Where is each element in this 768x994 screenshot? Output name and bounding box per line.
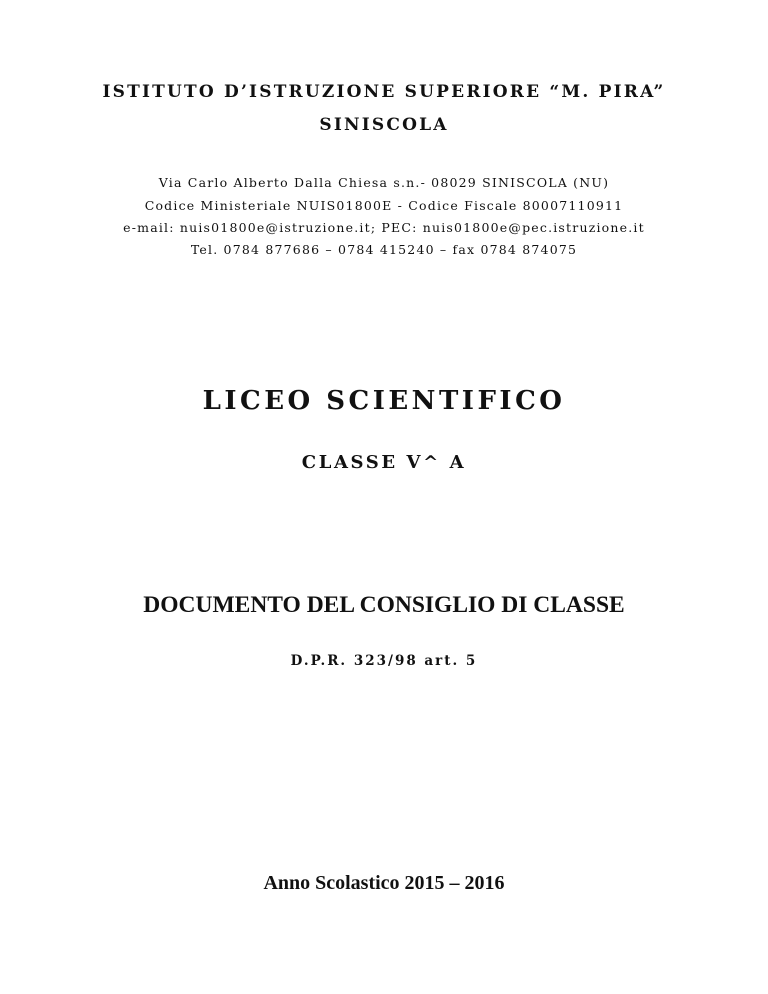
codes-line: Codice Ministeriale NUIS01800E - Codice Fiscale 80007110911	[144, 198, 624, 213]
phone-line: Tel. 0784 877686 – 0784 415240 – fax 0784 874075	[190, 242, 578, 257]
school-year: Anno Scolastico 2015 – 2016	[263, 872, 505, 894]
institute-city: SINISCOLA	[319, 115, 449, 135]
email-line: e-mail: nuis01800e@istruzione.it; PEC: nuis01800e@pec.istruzione.it	[123, 220, 645, 235]
legal-reference: D.P.R. 323/98 art. 5	[290, 653, 478, 669]
school-type-title: LICEO SCIENTIFICO	[202, 386, 566, 416]
class-title: CLASSE V^ A	[301, 452, 467, 473]
address-line: Via Carlo Alberto Dalla Chiesa s.n.- 08029 SINISCOLA (NU)	[158, 175, 610, 190]
document-title: DOCUMENTO DEL CONSIGLIO DI CLASSE	[143, 592, 625, 618]
institute-name: ISTITUTO D’ISTRUZIONE SUPERIORE “M. PIRA”	[102, 82, 666, 102]
